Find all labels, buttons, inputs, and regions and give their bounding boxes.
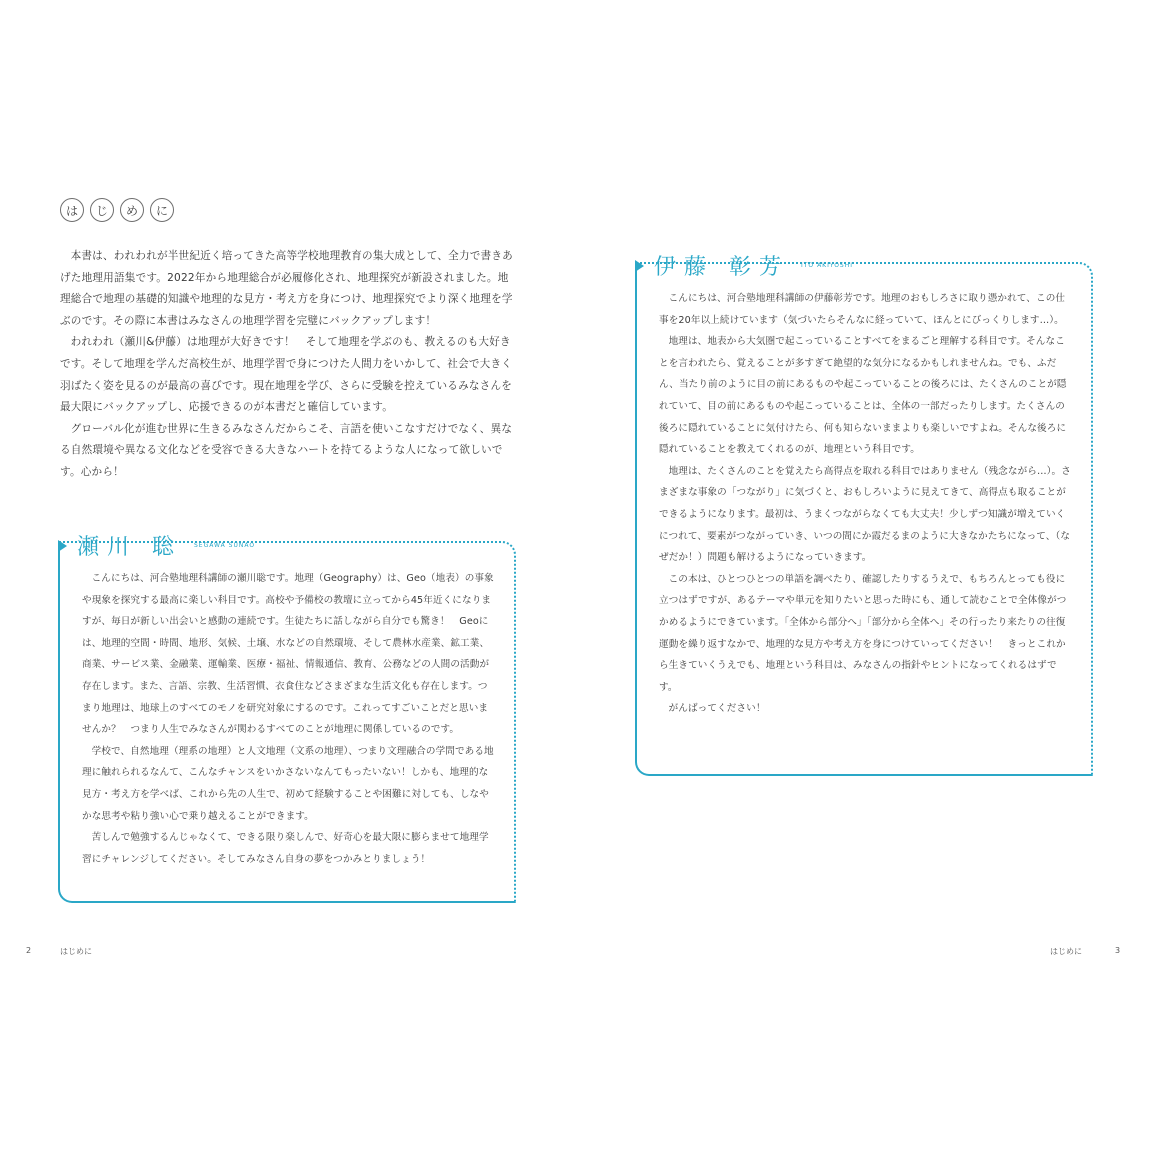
intro-paragraph: 本書は、われわれが半世紀近く培ってきた高等学校地理教育の集大成として、全力で書きあげた地理用語集です。2022年から地理総合が必履修化され、地理探究が新設されました。地理総合で地理の基礎的知識や地理的な見方・考え方を身につけ、地理探究でより深く地理を学ぶのです。その際に本書はみなさんの地理学習を完璧にバックアップします！ (60, 250, 513, 327)
message-paragraph: こんにちは、河合塾地理科講師の瀬川聡です。地理（Geography）は、Geo（地表）の事象や現象を探究する最高に楽しい科目です。高校や予備校の教壇に立ってから45年近くになりますが、毎日が新しい出会いと感動の連続です。生徒たちに話しながら自分でも驚き！ Geoには、地理的空間・時間、地形、気候、土壌、水などの自然環境、そして農林水産業、鉱工業、商業、サービス業、金融業、運輸業、医療・福祉、情報通信、教育、公務などの人間の活動が存在します。また、言語、宗教、生活習慣、衣食住などさまざまな生活文化も存在します。つまり地理は、地球上のすべてのモノを研究対象にするのです。これってすごいことだと思いませんか？ つまり人生でみなさんが関わるすべてのことが地理に関係しているのです。 (82, 573, 494, 736)
page-number: 3 (1115, 946, 1121, 955)
author-message-segawa (82, 568, 494, 870)
message-paragraph: 学校で、自然地理（理系の地理）と人文地理（文系の地理）、つまり文理融合の学問である地理に触れられるなんて、こんなチャンスをいかさないなんてもったいない！しかも、地理的な見方・考え方を学べば、これから先の人生で、初めて経験することや困難に対しても、しなやかな思考や粘り強い心で乗り越えることができます。 (82, 745, 494, 822)
message-paragraph: 苦しんで勉強するんじゃなくて、できる限り楽しんで、好奇心を最大限に膨らませて地理学習にチャレンジしてください。そしてみなさん自身の夢をつかみとりましょう！ (82, 832, 489, 865)
message-paragraph: この本は、ひとつひとつの単語を調べたり、確認したりするうえで、もちろんとっても役に立つはずですが、あるテーマや単元を知りたいと思った時にも、通して読むことで全体像がつかめるようにできています。「全体から部分へ」「部分から全体へ」その行ったり来たりの往復運動を繰り返すなかで、地理的な見方や考え方を身につけていってください！ きっとこれから生きていくうえでも、地理という科目は、みなさんの指針やヒントになってくれるはずです。 (659, 573, 1067, 693)
message-paragraph: 地理は、たくさんのことを覚えたら高得点を取れる科目ではありません（残念ながら…）。さまざまな事象の「つながり」に気づくと、おもしろいように見えてきて、高得点も取ることができるようになります。最初は、うまくつながらなくても大丈夫！少しずつ知識が増えていくにつれて、要素がつながっていき、いつの間にか霞だるまのように大きなかたちになって、（なぜだか！）問題も解けるようになっていきます。 (659, 465, 1071, 564)
author-message-ito (659, 288, 1071, 720)
author-name: 瀬川 聡 (77, 535, 182, 560)
title-char: め (120, 198, 144, 222)
title-char: に (150, 198, 174, 222)
running-footer: はじめに (60, 947, 92, 956)
title-char: は (60, 198, 84, 222)
page-number: 2 (26, 946, 32, 955)
message-paragraph: がんばってください！ (668, 703, 766, 715)
running-footer: はじめに (1050, 947, 1082, 956)
title-char: じ (90, 198, 114, 222)
intro-paragraph: われわれ（瀬川&伊藤）は地理が大好きです！ そして地理を学ぶのも、教えるのも大好きです。そして地理を学んだ高校生が、地理学習で身につけた人間力をいかして、社会で大きく羽ばたく姿を見るのが最高の喜びです。現在地理を学び、さらに受験を控えているみなさんを最大限にバックアップし、応援できるのが本書だと確信しています。 (60, 336, 513, 414)
author-name: 伊藤 彰芳 (654, 255, 789, 280)
author-roman-name: SEGAWA SUNAO (194, 542, 256, 549)
message-paragraph: こんにちは、河合塾地理科講師の伊藤彰芳です。地理のおもしろさに取り憑かれて、この仕事を20年以上続けています（気づいたらそんなに経っていて、ほんとにびっくりします…）。 (659, 293, 1066, 326)
message-paragraph: 地理は、地表から大気圏で起こっていることすべてをまるごと理解する科目です。そんなことを言われたら、覚えることが多すぎて絶望的な気分になるかもしれませんね。でも、ふだん、当たり前のように目の前にあるものや起こっていることの後ろには、たくさんのことが隠れていて、目の前にあるものや起こっていることは、全体の一部だったりします。たくさんの後ろに隠れていることに気付けたら、何も知らないままよりも楽しいですよね。そんな後ろに隠れていることを教えてくれるのが、地理という科目です。 (659, 336, 1067, 456)
author-roman-name: ITO AKIYOSHI (801, 262, 854, 269)
page-title (60, 198, 174, 222)
intro-text (60, 246, 518, 484)
right-page (575, 0, 1150, 1150)
intro-paragraph: グローバル化が進む世界に生きるみなさんだからこそ、言語を使いこなすだけでなく、異なる自然環境や異なる文化などを受容できる大きなハートを持てるような人になって欲しいです。心から！ (60, 422, 513, 478)
